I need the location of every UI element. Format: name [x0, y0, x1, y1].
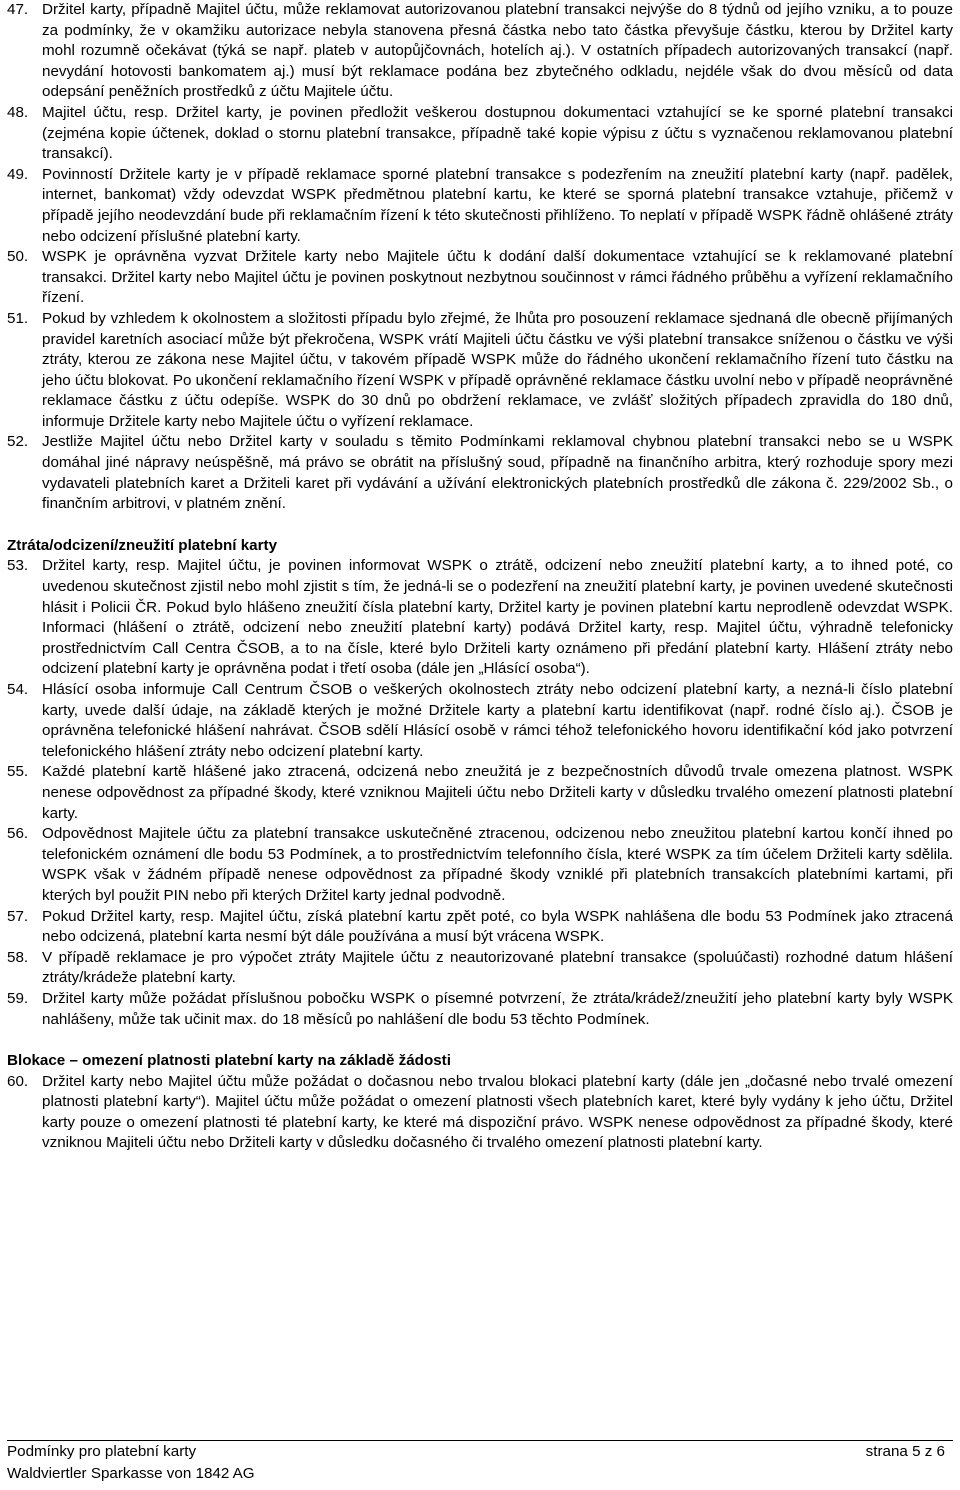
section-spacer: [7, 515, 953, 536]
item-text: Držitel karty může požádat příslušnou pobočku WSPK o písemné potvrzení, že ztráta/krádež/zneužití jeho platební karty byly WSPK nahlášeny, může tak učinit max. do 18 měsíců po nahlášení dle bodu 53 těchto Podmínek.: [42, 989, 953, 1028]
list-item: [7, 432, 953, 514]
item-number: 50.: [7, 248, 29, 266]
item-text: WSPK je oprávněna vyzvat Držitele karty nebo Majitele účtu k dodání další dokumentace vztahující se k reklamované platební transakci. Držitel karty nebo Majitel účtu je povinen poskytnout nezbytnou součinnost v rámci řádného průběhu a vyřízení reklamačního řízení.: [42, 248, 953, 307]
item-number: 55.: [7, 763, 29, 781]
list-item: [7, 824, 953, 906]
list-item: [7, 948, 953, 989]
list-item: [7, 1072, 953, 1154]
item-number: 53.: [7, 557, 29, 575]
item-text: Držitel karty, případně Majitel účtu, může reklamovat autorizovanou platební transakci nejvýše do 8 týdnů od jejího vzniku, a to pouze za podmínky, že v okamžiku autorizace nebyla stanovena přesná částka nebo tato částka převyšuje částku, kterou by Držitel karty mohl rozumně očekávat (týká se např. plateb v autopůjčovnách, hotelích aj.). V ostatních případech autorizovaných transakcí (např. nevydání hotovosti bankomatem aj.) musí být reklamace podána bez zbytečného odkladu, nejdéle však do dvou měsíců od data odepsání peněžních prostředků z účtu Majitele účtu.: [42, 1, 953, 101]
list-item: [7, 165, 953, 247]
list-item: [7, 103, 953, 165]
list-item: [7, 762, 953, 824]
item-text: Pokud Držitel karty, resp. Majitel účtu, získá platební kartu zpět poté, co byla WSPK nahlášena dle bodu 53 Podmínek jako ztracená nebo odcizená, platební karta nesmí být dále používána a musí být vrácena WSPK.: [42, 907, 953, 946]
list-item: [7, 907, 953, 948]
list-item: [7, 247, 953, 309]
item-text: V případě reklamace je pro výpočet ztráty Majitele účtu z neautorizované platební transakce (spoluúčasti) rozhodné datum hlášení ztráty/krádeže platební karty.: [42, 948, 953, 987]
item-number: 58.: [7, 948, 29, 966]
item-number: 51.: [7, 309, 29, 327]
item-text: Každé platební kartě hlášené jako ztracená, odcizená nebo zneužitá je z bezpečnostních důvodů trvale omezena platnost. WSPK nenese odpovědnost za případné škody, které vzniknou Majiteli účtu nebo Držiteli karty v důsledku trvalého omezení platnosti platební karty.: [42, 763, 953, 822]
item-number: 54.: [7, 681, 29, 698]
item-text: Majitel účtu, resp. Držitel karty, je povinen předložit veškerou dostupnou dokumentaci vztahující se ke sporné platební transakci (zejména kopie účtenek, doklad o stornu platební transakce, případně také kopie výpisu z účtu s vyznačenou reklamovanou platební transakcí).: [42, 103, 953, 163]
item-text: Jestliže Majitel účtu nebo Držitel karty v souladu s těmito Podmínkami reklamoval chybnou platební transakci nebo se u WSPK domáhal jiné nápravy neúspěšně, má právo se obrátit na příslušný soud, případně na finančního arbitra, který rozhoduje spory mezi vydavateli platebních karet a Držiteli karet při vydávání a užívání elektronických platebních prostředků dle zákona č. 229/2002 Sb., o finančním arbitrovi, v platném znění.: [42, 433, 953, 513]
item-text: Pokud by vzhledem k okolnostem a složitosti případu bylo zřejmé, že lhůta pro posouzení reklamace sjednaná dle obecně přijímaných pravidel karetních asociací může být překročena, WSPK vrátí Majiteli účtu částku ve výši platební transakce sníženou o částku ve výši ztráty, kterou ze zákona nese Majitel účtu, v takovém případě WSPK může do řádného ukončení reklamačního řízení tuto částku na jeho účtu blokovat. Po ukončení reklamačního řízení WSPK v případě oprávněné reklamace částku uvolní nebo v případě neoprávněné reklamace částku z účtu odepíše. WSPK do 30 dnů po obdržení reklamace, ve zvlášť složitých případech zpravidla do 180 dnů, informuje Držitele karty nebo Majitele účtu o vyřízení reklamace.: [42, 309, 953, 430]
list-item: [7, 680, 953, 762]
section-heading-loss: Ztráta/odcizení/zneužití platební karty: [7, 536, 278, 554]
item-text: Hlásící osoba informuje Call Centrum ČSOB o veškerých okolnostech ztráty nebo odcizení platební karty, a nezná-li číslo platební karty, uvede další údaje, na základě kterých je možné Držitele karty a platební kartu identifikovat (např. rodné číslo aj.). ČSOB je oprávněna telefonické hlášení nahrávat. ČSOB sdělí Hlásící osobě v rámci téhož telefonického hovoru identifikační kód jako potvrzení telefonického hlášení ztráty nebo odcizení platební karty.: [42, 681, 953, 760]
section-spacer: [7, 1030, 953, 1051]
item-text: Odpovědnost Majitele účtu za platební transakce uskutečněné ztracenou, odcizenou nebo zneužitou platební kartou končí ihned po telefonickém oznámení dle bodu 53 Podmínek, a to prostřednictvím telefonního čísla, které WSPK za tím účelem Držiteli karty sdělila. WSPK však v žádném případě nenese odpovědnost za případné škody vzniklé při platebních transakcích platebními kartami, při kterých byl použit PIN nebo při kterých Držitel karty jednal podvodně.: [42, 825, 953, 904]
footer-page-number: strana 5 z 6: [865, 1443, 945, 1460]
page-footer: [7, 1440, 953, 1485]
footer-row: [7, 1441, 953, 1463]
section-heading-block: Blokace – omezení platnosti platební karty na základě žádosti: [7, 1052, 451, 1070]
item-number: 47.: [7, 1, 29, 18]
list-item: [7, 989, 953, 1030]
item-number: 56.: [7, 825, 29, 843]
footer-doc-title: Podmínky pro platební karty: [7, 1443, 197, 1460]
document-body: [7, 0, 953, 1154]
item-number: 48.: [7, 103, 29, 121]
item-number: 57.: [7, 907, 29, 925]
list-item: [7, 309, 953, 433]
item-text: Držitel karty, resp. Majitel účtu, je povinen informovat WSPK o ztrátě, odcizení nebo zneužití platební karty, a to ihned poté, co uvedenou skutečnost zjistil nebo mohl zjistit s tím, že jedná-li se o podezření na zneužití platební karty, je povinen uvedené skutečnosti hlásit i Policii ČR. Pokud bylo hlášeno zneužití čísla platební karty, Držitel karty je povinen platební kartu neprodleně odevzdat WSPK. Informaci (hlášení o ztrátě, odcizení nebo zneužití platební karty) podává Držitel karty, resp. Majitel účtu, výhradně telefonicky prostřednictvím Call Centra ČSOB, a to na čísle, které bylo Držiteli karty oznámeno při předání platební karty. Hlášení ztráty nebo odcizení platební karty je oprávněna podat i třetí osoba (dále jen „Hlásící osoba“).: [42, 557, 953, 678]
item-number: 60.: [7, 1072, 29, 1090]
item-number: 49.: [7, 165, 29, 183]
list-item: [7, 556, 953, 680]
item-text: Povinností Držitele karty je v případě reklamace sporné platební transakce s podezřením na zneužití platební karty (např. padělek, internet, bankomat) vždy odevzdat WSPK předmětnou platební kartu, ke které se sporná platební transakce vztahuje, přičemž v případě jejího neodevzdání bude při reklamačním řízení k této skutečnosti přihlíženo. To neplatí v případě WSPK řádně ohlášené ztráty nebo odcizení příslušné platební karty.: [42, 165, 953, 245]
item-number: 52.: [7, 433, 29, 451]
item-text: Držitel karty nebo Majitel účtu může požádat o dočasnou nebo trvalou blokaci platební karty (dále jen „dočasné nebo trvalé omezení platnosti platební karty“). Majitel účtu může požádat o omezení platnosti všech platebních karet, které byly vydány k jeho účtu, Držitel karty pouze o omezení platnosti té platební karty, ke které má dispoziční právo. WSPK nenese odpovědnost za případné škody, které vzniknou Majiteli účtu nebo Držiteli karty v důsledku dočasného či trvalého omezení platnosti platební karty.: [42, 1072, 953, 1152]
footer-bank-name: Waldviertler Sparkasse von 1842 AG: [7, 1465, 255, 1482]
list-item: [7, 0, 953, 103]
item-number: 59.: [7, 989, 29, 1007]
